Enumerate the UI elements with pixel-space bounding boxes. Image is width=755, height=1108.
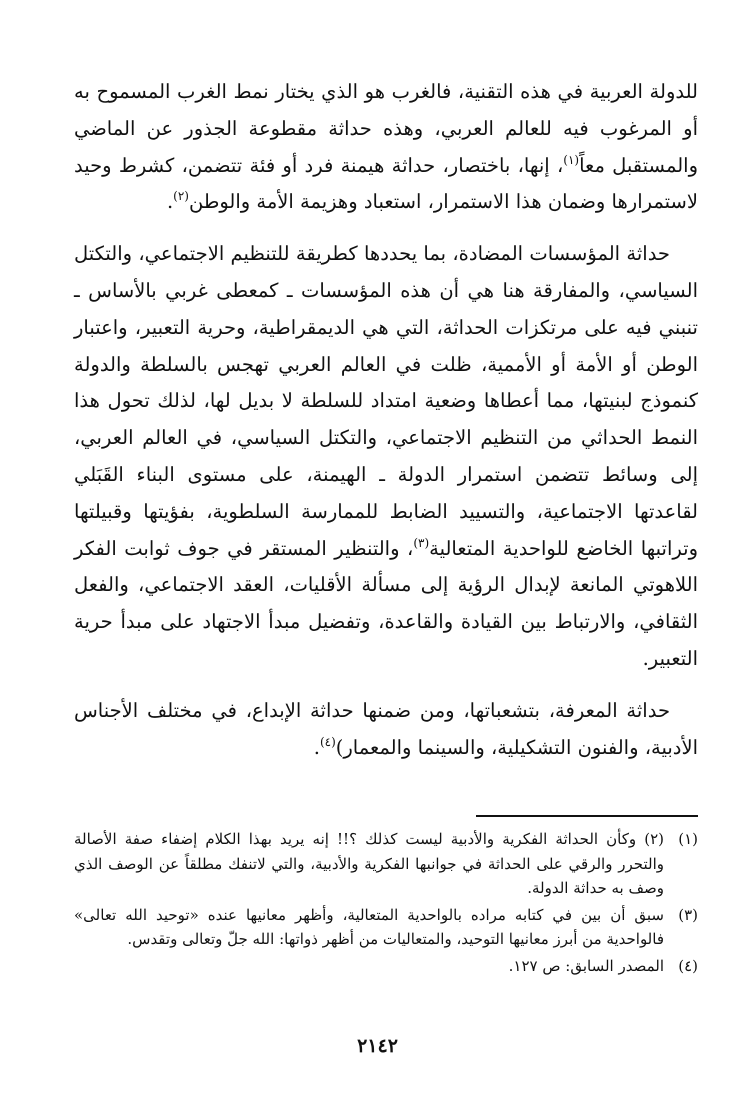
footnote-4-number: (٤) <box>678 956 698 975</box>
paragraph-1-text-b: ، إنها، باختصار، حداثة هيمنة فرد أو فئة تتضمن، كشرط وحيد لاستمرارها وضمان هذا الاستمرار، استعباد وهزيمة الأمة والوطن <box>74 153 698 214</box>
paragraph-1-end: . <box>166 190 174 214</box>
footnotes <box>74 827 698 980</box>
footnote-3 <box>74 903 698 952</box>
footnote-1-text: (٢) وكأن الحداثة الفكرية والأدبية ليست كذلك ؟!! إنه يريد بهذا الكلام إضفاء صفة الأصالة والتحرر والرقي على الحداثة في جوانبها الفكرية والأدبية، والتي لاتنفك مطلقاً عن الوصف الذي وصف به حداثة الدولة. <box>74 830 664 897</box>
footnote-ref-2: (٢) <box>173 189 189 204</box>
footnote-ref-3: (٣) <box>413 535 430 550</box>
footnote-separator <box>476 815 698 817</box>
paragraph-2 <box>74 236 698 678</box>
paragraph-3-text-b: . <box>313 735 320 759</box>
paragraph-1 <box>74 74 698 221</box>
footnote-4-text: المصدر السابق: ص ١٢٧. <box>508 956 664 975</box>
paragraph-3 <box>74 693 698 767</box>
footnote-ref-4: (٤) <box>319 734 336 749</box>
paragraph-2-text-a: حداثة المؤسسات المضادة، بما يحددها كطريقة للتنظيم الاجتماعي، والتكتل السياسي، والمفارقة هنا هي أن هذه المؤسسات ـ كمعطى غربي بالأساس ـ تنبني فيه على مرتكزات الحداثة، التي هي الديمقراطية، وحرية التعبير، واعتبار الوطن أو الأمة أو الأممية، ظلت في العالم العربي تهجس بالسلطة والدولة كنموذج لبنيتها، مما أعطاها وضعية امتداد للسلطة لا بديل لها، لذلك تحول هذا النمط الحداثي من التنظيم الاجتماعي، والتكتل السياسي، في العالم العربي، إلى وسائط تتضمن استمرار الدولة ـ الهيمنة، على مستوى البناء القَبَلي لقاعدتها الاجتماعية، والتسييد الضابط للممارسة السلطوية، بفؤيتها وقبيلتها وتراتبها الخاضع للواحدية المتعالية <box>74 242 699 560</box>
paragraph-3-text-a: حداثة المعرفة، بتشعباتها، ومن ضمنها حداثة الإبداع، في مختلف الأجناس الأدبية، والفنون التشكيلية، والسينما والمعمار) <box>74 698 698 759</box>
footnote-1-number: (١) <box>678 830 698 848</box>
footnote-ref-1: (١) <box>563 152 580 167</box>
footnote-3-number: (٣) <box>678 905 698 924</box>
footnote-4 <box>74 954 698 979</box>
paragraph-2-text-b: ، والتنظير المستقر في جوف ثوابت الفكر اللاهوتي المانعة لإبدال الرؤية إلى مسألة الأقليات، العقد الاجتماعي، والفعل الثقافي، والارتباط بين القيادة والقاعدة، وتفضيل مبدأ الاجتهاد على مبدأ حرية التعبير. <box>74 536 698 670</box>
footnote-3-text: سبق أن بين في كتابه مراده بالواحدية المتعالية، وأظهر معانيها عنده «توحيد الله تعالى» فالواحدية من أبرز معانيها التوحيد، والمتعاليات من أظهر ذواتها: الله جلّ وتعالى وتقدس. <box>74 905 664 948</box>
paragraph-1-text-a: للدولة العربية في هذه التقنية، فالغرب هو الذي يختار نمط الغرب المسموح به أو المرغوب فيه للعالم العربي، وهذه حداثة مقطوعة الجذور عن الماضي والمستقبل معاً <box>74 80 699 177</box>
main-text <box>74 74 698 766</box>
page-number: ٢١٤٢ <box>357 1035 398 1057</box>
footnote-1 <box>74 827 698 901</box>
